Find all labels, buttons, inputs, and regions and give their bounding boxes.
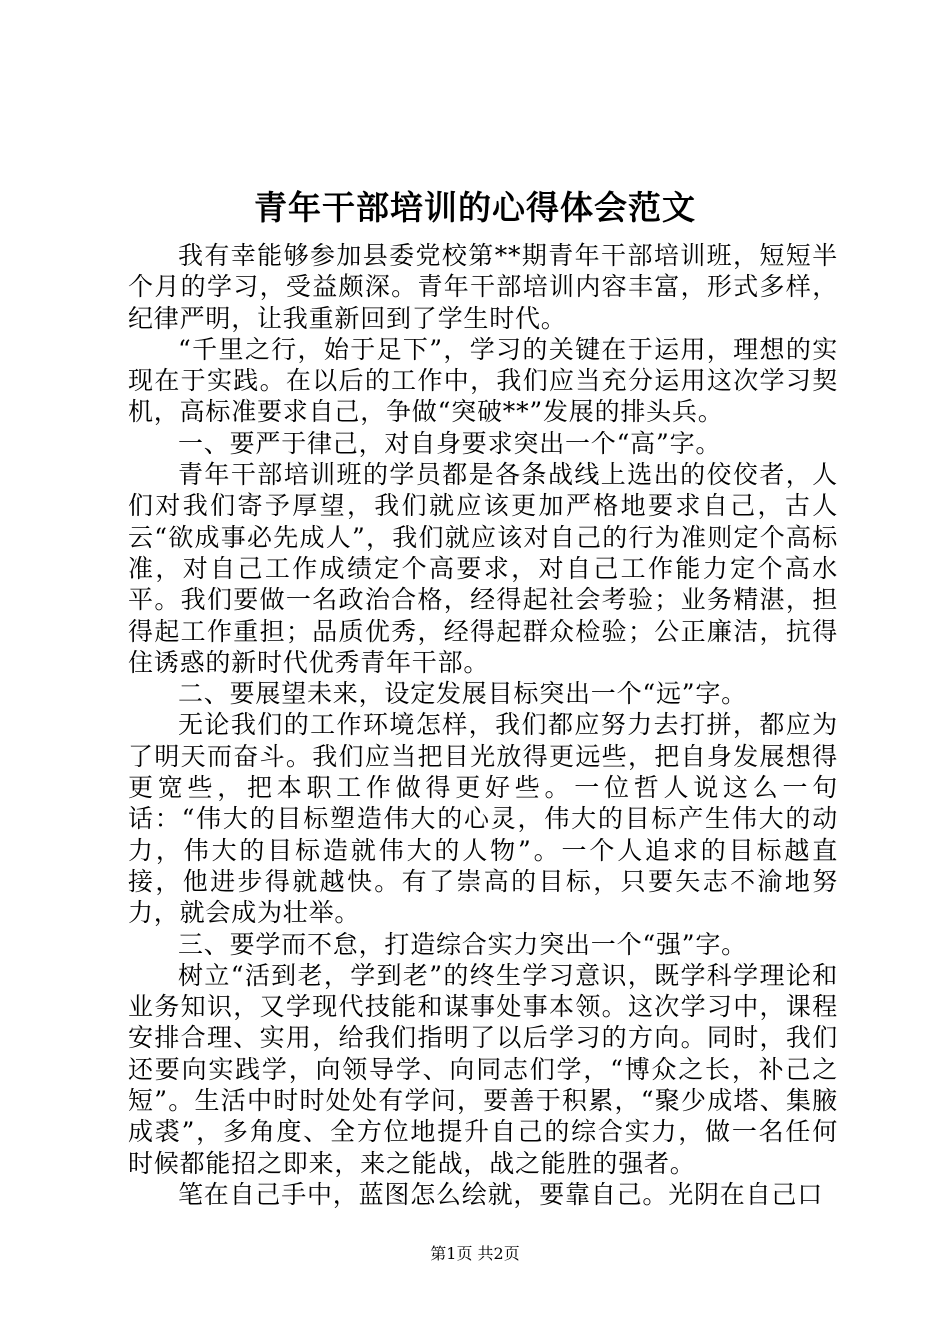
paragraph-section-1: 青年干部培训班的学员都是各条战线上选出的佼佼者，人们对我们寄予厚望，我们就应该更加严格地要求自己，古人云“欲成事必先成人”，我们就应该对自己的行为准则定个高标准，对自己工作成绩定个高要求，对自己工作能力定个高水平。我们要做一名政治合格，经得起社会考验；业务精湛，担得起工作重担；品质优秀，经得起群众检验；公正廉洁，抗得住诱惑的新时代优秀青年干部。 [128, 460, 838, 677]
paragraph-section-2: 无论我们的工作环境怎样，我们都应努力去打拼，都应为了明天而奋斗。我们应当把目光放得更远些，把自身发展想得更宽些，把本职工作做得更好些。一位哲人说这么一句话：“伟大的目标塑造伟大的心灵，伟大的目标产生伟大的动力，伟大的目标造就伟大的人物”。一个人追求的目标越直接，他进步得就越快。有了崇高的目标，只要矢志不渝地努力，就会成为壮举。 [128, 710, 838, 928]
section-heading-2: 二、要展望未来，设定发展目标突出一个“远”字。 [178, 679, 747, 709]
section-heading-1: 一、要严于律己，对自身要求突出一个“高”字。 [178, 428, 722, 458]
section-heading-3: 三、要学而不怠，打造综合实力突出一个“强”字。 [178, 929, 747, 959]
page-number-footer: 第1页 共2页 [430, 1244, 520, 1263]
document-body [128, 240, 838, 1210]
document-title: 青年干部培训的心得体会范文 [254, 188, 696, 227]
paragraph-closing: 笔在自己手中，蓝图怎么绘就，要靠自己。光阴在自己口 [178, 1179, 824, 1209]
paragraph-section-3: 树立“活到老，学到老”的终生学习意识，既学科学理论和业务知识，又学现代技能和谋事处事本领。这次学习中，课程安排合理、实用，给我们指明了以后学习的方向。同时，我们还要向实践学，向领导学、向同志们学，“博众之长，补己之短”。生活中时时处处有学问，要善于积累，“聚少成塔、集腋成裘”，多角度、全方位地提升自己的综合实力，做一名任何时候都能招之即来，来之能战，战之能胜的强者。 [128, 960, 838, 1178]
paragraph-intro: 我有幸能够参加县委党校第**期青年干部培训班，短短半个月的学习，受益颇深。青年干部培训内容丰富，形式多样，纪律严明，让我重新回到了学生时代。 [128, 241, 838, 333]
paragraph-practice: “千里之行，始于足下”，学习的关键在于运用，理想的实现在于实践。在以后的工作中，我们应当充分运用这次学习契机，高标准要求自己，争做“突破**”发展的排头兵。 [128, 334, 838, 427]
